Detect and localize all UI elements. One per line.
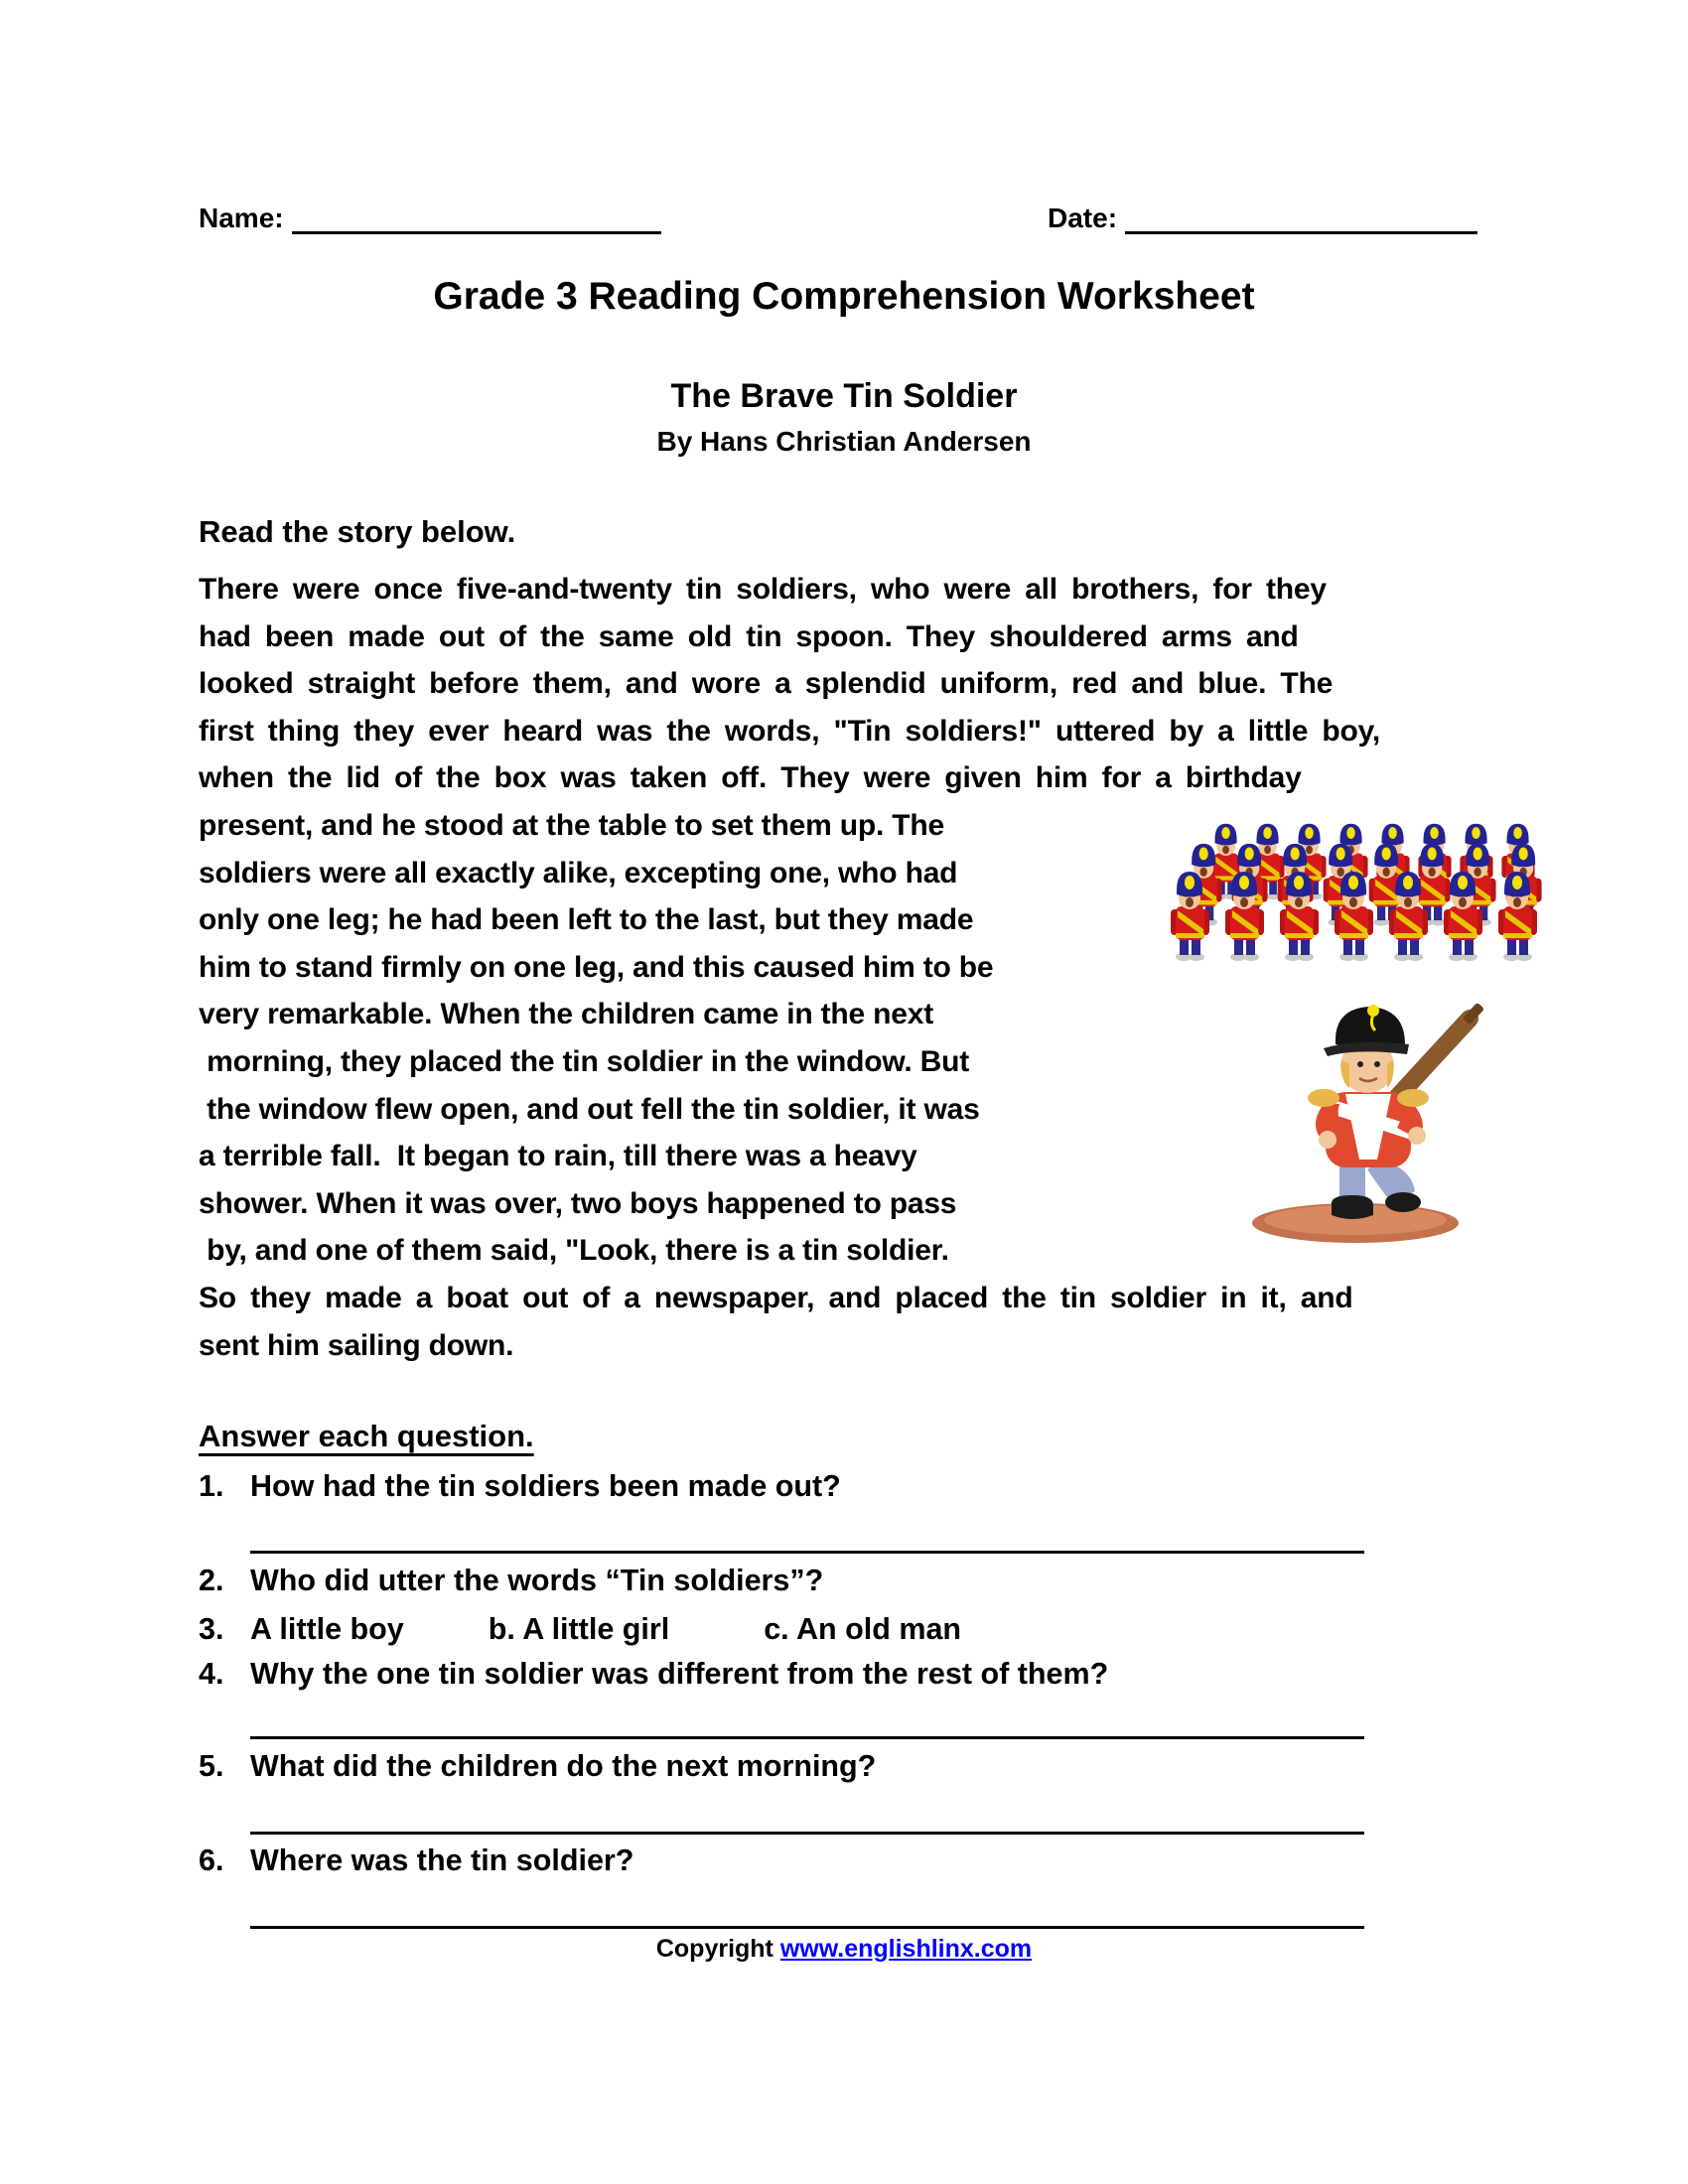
question-3	[199, 1608, 961, 1650]
question-number: 6.	[199, 1843, 224, 1877]
name-field	[199, 203, 661, 234]
story-line: a terrible fall. It began to rain, till there was a heavy	[199, 1140, 917, 1173]
story-byline: By Hans Christian Andersen	[656, 426, 1032, 457]
question-text: Who did utter the words “Tin soldiers”?	[250, 1564, 824, 1597]
story-title: The Brave Tin Soldier	[670, 377, 1018, 415]
story-line: only one leg; he had been left to the last, but they made	[199, 903, 974, 937]
question-number: 5.	[199, 1749, 224, 1783]
copyright-label: Copyright	[655, 1935, 780, 1963]
question-number: 1.	[199, 1469, 224, 1503]
question-1	[199, 1465, 841, 1507]
tin-soldiers-group-illustration	[1165, 822, 1562, 1006]
date-field	[1048, 203, 1477, 234]
story-line: There were once five-and-twenty tin soldiers, who were all brothers, for they	[199, 573, 1327, 606]
question-number: 4.	[199, 1657, 224, 1691]
question-text: What did the children do the next morning?	[250, 1749, 877, 1783]
date-label: Date:	[1048, 203, 1118, 233]
answer-blank-line	[250, 1551, 1364, 1554]
story-line: looked straight before them, and wore a splendid uniform, red and blue. The	[199, 667, 1334, 701]
answer-option-b: b. A little girl	[488, 1612, 670, 1646]
name-blank-line	[292, 205, 661, 234]
answer-option-a: A little boy	[250, 1612, 404, 1646]
date-blank-line	[1125, 205, 1477, 234]
story-line: sent him sailing down.	[199, 1328, 514, 1362]
copyright-link[interactable]: www.englishlinx.com	[779, 1935, 1033, 1963]
footer-copyright	[0, 1932, 1688, 1966]
tin-soldier-illustration	[1228, 1001, 1494, 1247]
story-line: him to stand firmly on one leg, and this caused him to be	[199, 950, 994, 984]
story-line: soldiers were all exactly alike, excepting one, who had	[199, 856, 958, 889]
question-text: How had the tin soldiers been made out?	[250, 1469, 841, 1503]
question-text: Why the one tin soldier was different from the rest of them?	[250, 1657, 1109, 1691]
question-number: 3.	[199, 1612, 224, 1646]
story-line: shower. When it was over, two boys happened to pass	[199, 1186, 957, 1220]
story-line: present, and he stood at the table to set them up. The	[199, 808, 944, 842]
answer-instruction: Answer each question.	[199, 1419, 534, 1453]
answer-blank-line	[250, 1736, 1364, 1739]
story-line: morning, they placed the tin soldier in the window. But	[199, 1044, 970, 1078]
question-2	[199, 1560, 823, 1601]
answer-option-c: c. An old man	[764, 1612, 962, 1646]
read-instruction: Read the story below.	[199, 514, 516, 549]
worksheet-title: Grade 3 Reading Comprehension Worksheet	[433, 275, 1255, 318]
answer-blank-line	[250, 1926, 1364, 1929]
story-line: the window flew open, and out fell the tin soldier, it was	[199, 1092, 980, 1126]
name-label: Name:	[199, 203, 284, 233]
story-line: very remarkable. When the children came in the next	[199, 998, 934, 1031]
story-line: first thing they ever heard was the words, "Tin soldiers!" uttered by a little boy,	[199, 714, 1380, 748]
question-5	[199, 1745, 876, 1787]
story-line: had been made out of the same old tin spoon. They shouldered arms and	[199, 619, 1299, 653]
story-line: when the lid of the box was taken off. They were given him for a birthday	[199, 761, 1302, 795]
answer-blank-line	[250, 1832, 1364, 1835]
story-line: So they made a boat out of a newspaper, and placed the tin soldier in it, and	[199, 1281, 1353, 1314]
question-4	[199, 1653, 1108, 1695]
story-line: by, and one of them said, "Look, there is a tin soldier.	[199, 1234, 949, 1268]
question-number: 2.	[199, 1564, 224, 1597]
question-6	[199, 1840, 633, 1881]
question-text: Where was the tin soldier?	[250, 1843, 634, 1877]
